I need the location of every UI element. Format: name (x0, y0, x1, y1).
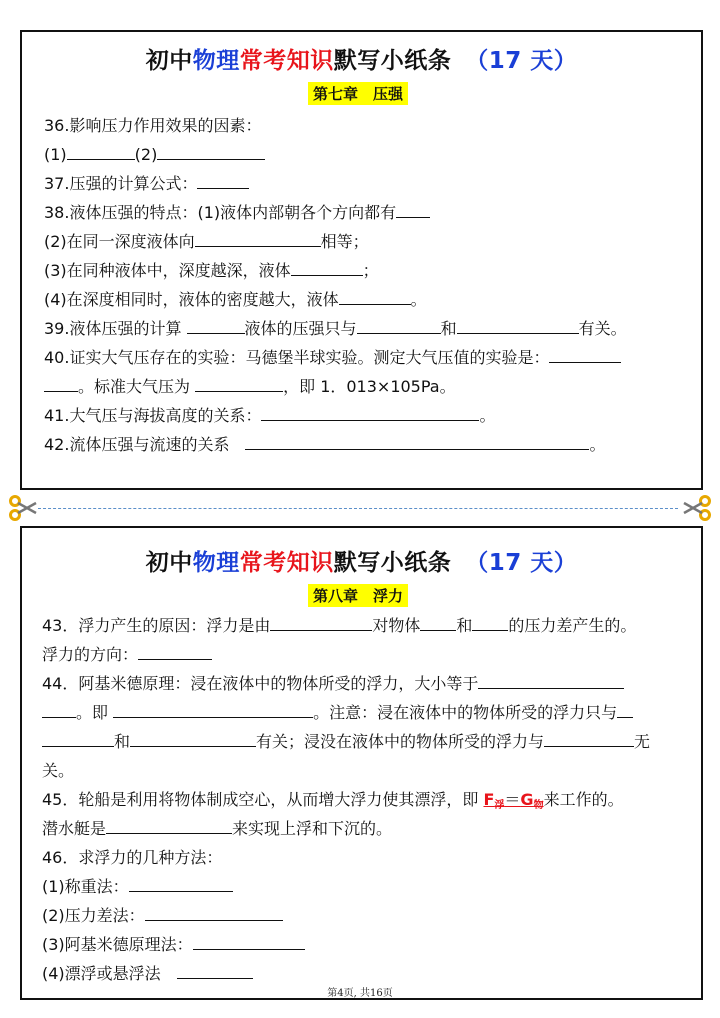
question-45-submarine: 潜水艇是 来实现上浮和下沉的。 (42, 819, 393, 838)
question-40: 40.证实大气压存在的实验：马德堡半球实验。测定大气压值的实验是： (44, 348, 621, 368)
question-44-end: 关。 (42, 761, 75, 780)
page-footer: 第4页, 共16页 (327, 988, 393, 999)
question-46: 46．求浮力的几种方法： (42, 848, 223, 867)
card-title: 初中物理常考知识默写小纸条 （17 天） (145, 550, 578, 576)
question-45: 45．轮船是利用将物体制成空心，从而增大浮力使其漂浮，即 $F_浮=G_物$来工作的。 (42, 790, 624, 811)
scissors-icon (8, 495, 38, 521)
question-39: 39.液体压强的计算 液体的压强只与 和 有关。 (44, 319, 627, 338)
question-44: 44．阿基米德原理：浸在液体中的物体所受的浮力，大小等于 (42, 674, 624, 694)
question-46-2: (2)压力差法： (42, 906, 283, 926)
question-38-3: (3)在同种液体中，深度越深，液体 ； (44, 261, 379, 280)
question-43: 43．浮力产生的原因：浮力是由 对物体 和 的压力差产生的。 (42, 616, 637, 635)
note-card-chapter-8 (20, 526, 703, 1000)
chapter-badge: 第八章 浮力 (308, 584, 408, 607)
question-44-cont: 。即 。注意：浸在液体中的物体所受的浮力只与 (42, 703, 633, 723)
chapter-badge: 第七章 压强 (308, 82, 408, 105)
question-38-4: (4)在深度相同时，液体的密度越大，液体 。 (44, 290, 427, 309)
question-46-1: (1)称重法： (42, 877, 233, 897)
float-formula: $F_浮=G_物$ (483, 790, 544, 811)
question-37: 37.压强的计算公式： (44, 174, 249, 194)
cut-line (38, 508, 678, 509)
question-42: 42.流体压强与流速的关系 。 (44, 435, 606, 454)
question-36-blanks: (1) (2) (44, 145, 265, 165)
question-43-direction: 浮力的方向： (42, 645, 212, 665)
scissors-icon (682, 495, 712, 521)
card-title: 初中物理常考知识默写小纸条 （17 天） (145, 48, 578, 74)
question-40-cont: 。标准大气压为 ，即 1．013×105Pa。 (44, 377, 456, 397)
question-38: 38.液体压强的特点：(1)液体内部朝各个方向都有 (44, 203, 430, 223)
question-38-2: (2)在同一深度液体向 相等； (44, 232, 369, 251)
question-44-note: 和 有关；浸没在液体中的物体所受的浮力与 无 (42, 732, 650, 752)
question-46-4: (4)漂浮或悬浮法 (42, 964, 253, 984)
question-36: 36.影响压力作用效果的因素： (44, 116, 262, 135)
question-46-3: (3)阿基米德原理法： (42, 935, 305, 955)
note-card-chapter-7 (20, 30, 703, 490)
question-41: 41.大气压与海拔高度的关系： 。 (44, 406, 496, 425)
